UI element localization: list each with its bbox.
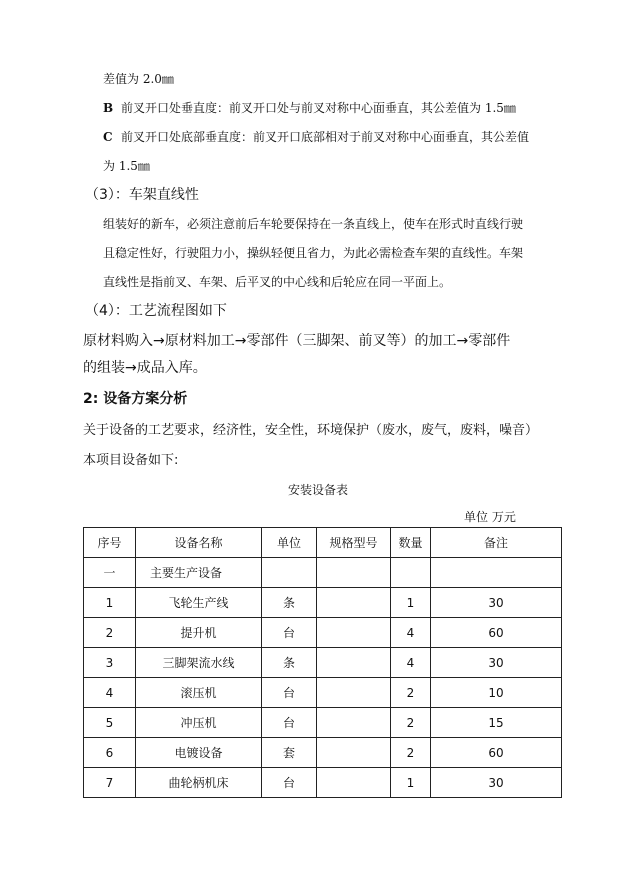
cell-index: 6 xyxy=(84,738,136,768)
cell-unit: 台 xyxy=(262,708,317,738)
cell-index: 4 xyxy=(84,678,136,708)
cell-equipment-name: 主要生产设备 xyxy=(136,558,262,588)
table-row xyxy=(84,618,562,648)
cell-spec-model xyxy=(317,678,391,708)
cell-index: 1 xyxy=(84,588,136,618)
item-c-text: 前叉开口处底部垂直度：前叉开口底部相对于前叉对称中心面垂直，其公差值 xyxy=(121,130,530,144)
cell-spec-model xyxy=(317,648,391,678)
cell-index: 一 xyxy=(84,558,136,588)
cell-quantity: 1 xyxy=(391,768,431,798)
cell-unit: 套 xyxy=(262,738,317,768)
table-row xyxy=(84,708,562,738)
cell-quantity xyxy=(391,558,431,588)
table-row xyxy=(84,648,562,678)
cell-equipment-name: 三脚架流水线 xyxy=(136,648,262,678)
cell-remarks: 30 xyxy=(431,588,562,618)
analysis-line: 关于设备的工艺要求，经济性，安全性，环境保护（废水，废气，废料，噪音） xyxy=(83,423,539,438)
flow-text-line-2: 的组装→成品入库。 xyxy=(83,360,207,376)
header-quantity: 数量 xyxy=(391,528,431,558)
cell-index: 7 xyxy=(84,768,136,798)
cell-index: 5 xyxy=(84,708,136,738)
cell-quantity: 4 xyxy=(391,618,431,648)
cell-remarks: 30 xyxy=(431,768,562,798)
cell-unit: 台 xyxy=(262,618,317,648)
table-row xyxy=(84,678,562,708)
cell-equipment-name: 飞轮生产线 xyxy=(136,588,262,618)
cell-quantity: 2 xyxy=(391,708,431,738)
flow-text-line-1: 原材料购入→原材料加工→零部件（三脚架、前叉等）的加工→零部件 xyxy=(83,333,511,349)
cell-spec-model xyxy=(317,618,391,648)
table-row xyxy=(84,738,562,768)
cell-remarks: 60 xyxy=(431,738,562,768)
cell-remarks xyxy=(431,558,562,588)
section-2-heading: 2: 设备方案分析 xyxy=(83,391,188,407)
cell-spec-model xyxy=(317,708,391,738)
cell-equipment-name: 滚压机 xyxy=(136,678,262,708)
header-remarks: 备注 xyxy=(431,528,562,558)
equipment-table xyxy=(83,527,562,798)
cell-unit: 条 xyxy=(262,588,317,618)
item-b xyxy=(103,99,516,116)
cell-index: 3 xyxy=(84,648,136,678)
item-c-label: C xyxy=(103,130,113,144)
cell-unit: 台 xyxy=(262,768,317,798)
header-unit: 单位 xyxy=(262,528,317,558)
table-row xyxy=(84,588,562,618)
cell-spec-model xyxy=(317,558,391,588)
section-3-para-line-3: 直线性是指前叉、车架、后平叉的中心线和后轮应在同一平面上。 xyxy=(103,275,452,289)
cell-equipment-name: 曲轮柄机床 xyxy=(136,768,262,798)
cell-index: 2 xyxy=(84,618,136,648)
cell-remarks: 15 xyxy=(431,708,562,738)
cell-quantity: 2 xyxy=(391,738,431,768)
section-3-para-line-1: 组装好的新车，必须注意前后车轮要保持在一条直线上，使车在形式时直线行驶 xyxy=(103,217,524,231)
cell-unit: 台 xyxy=(262,678,317,708)
cell-quantity: 4 xyxy=(391,648,431,678)
item-c-continuation: 为 1.5㎜ xyxy=(103,159,150,173)
header-equipment-name: 设备名称 xyxy=(136,528,262,558)
cell-equipment-name: 提升机 xyxy=(136,618,262,648)
unit-note: 单位 万元 xyxy=(464,510,516,524)
cell-equipment-name: 电镀设备 xyxy=(136,738,262,768)
table-header-row xyxy=(84,528,562,558)
section-3-heading: （3）：车架直线性 xyxy=(85,187,199,203)
table-row xyxy=(84,768,562,798)
cell-unit: 条 xyxy=(262,648,317,678)
table-row xyxy=(84,558,562,588)
cell-spec-model xyxy=(317,768,391,798)
cell-unit xyxy=(262,558,317,588)
cell-spec-model xyxy=(317,738,391,768)
cell-spec-model xyxy=(317,588,391,618)
cell-quantity: 1 xyxy=(391,588,431,618)
item-c xyxy=(103,128,529,145)
cell-remarks: 60 xyxy=(431,618,562,648)
cell-remarks: 10 xyxy=(431,678,562,708)
cell-remarks: 30 xyxy=(431,648,562,678)
equipment-intro: 本项目设备如下: xyxy=(83,453,179,468)
line-tolerance-text: 差值为 2.0㎜ xyxy=(103,72,174,86)
item-b-label: B xyxy=(103,101,114,115)
section-4-heading: （4）：工艺流程图如下 xyxy=(85,303,227,319)
header-spec-model: 规格型号 xyxy=(317,528,391,558)
item-b-text: 前叉开口处垂直度：前叉开口处与前叉对称中心面垂直，其公差值为 1.5㎜ xyxy=(121,101,516,115)
section-3-para-line-2: 且稳定性好，行驶阻力小，操纵轻便且省力，为此必需检查车架的直线性。车架 xyxy=(103,246,524,260)
cell-quantity: 2 xyxy=(391,678,431,708)
header-index: 序号 xyxy=(84,528,136,558)
cell-equipment-name: 冲压机 xyxy=(136,708,262,738)
table-title: 安装设备表 xyxy=(288,483,349,497)
